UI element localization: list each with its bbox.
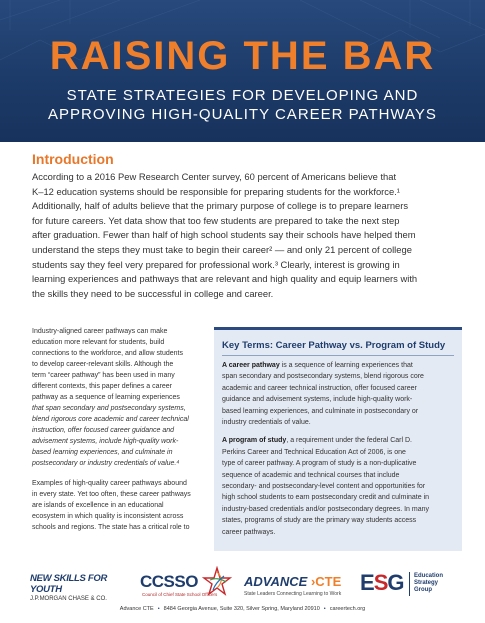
left-line: are islands of excellence in an educational [32, 502, 164, 509]
career-pathway-term: A career pathway [222, 362, 280, 369]
key-terms-line: states, programs of study are the primary way students access [222, 517, 417, 525]
left-line: advisement systems, include high-quality work- [32, 438, 179, 445]
key-terms-title: Key Terms: Career Pathway vs. Program of Study [222, 340, 446, 351]
key-terms-line: career pathways. [222, 528, 276, 536]
esg-letters [360, 570, 404, 596]
key-terms-line: academic and career technical instruction, offer focused career [222, 384, 417, 392]
key-terms-line: industry credentials of value. [222, 419, 311, 427]
left-line: instruction, offer focused career guidance and [32, 427, 175, 434]
key-terms-line: span secondary and postsecondary systems, blend rigorous core [222, 373, 424, 381]
esg-letter-s: S [373, 570, 388, 595]
intro-line: students say they feel very prepared for professional work.³ Clearly, interest is growing in [32, 258, 400, 270]
esg-name [414, 573, 443, 594]
advance-cte-logo [244, 574, 348, 597]
left-column-text [32, 326, 204, 533]
left-line: Examples of high-quality career pathways abound [32, 480, 187, 487]
ccsso-tagline: Council of Chief State School Officers [142, 592, 218, 597]
key-terms-line: high school students to earn postsecondary credit and culminate in [222, 494, 430, 502]
key-terms-line: industry-based credentials and/or postsecondary degrees. In many [222, 505, 430, 513]
key-terms-divider [222, 355, 454, 356]
esg-letter-e: E [360, 570, 374, 595]
subtitle-line-1: STATE STRATEGIES FOR DEVELOPING AND [66, 87, 419, 104]
left-line: postsecondary or industry credentials of value.⁴ [32, 460, 180, 467]
footer-address: 8484 Georgia Avenue, Suite 320, Silver Spring, Maryland 20910 [163, 606, 320, 612]
key-terms-text: , a requirement under the federal Carl D. [286, 437, 412, 445]
esg-line: Strategy [414, 580, 439, 586]
footer-url[interactable]: careertech.org [329, 606, 366, 612]
nsy-name: NEW SKILLS FOR YOUTH [30, 573, 108, 595]
key-terms-line: secondary- and postsecondary-level content and opportunities for [222, 483, 426, 491]
key-terms-box [214, 327, 462, 551]
program-of-study-definition [222, 435, 458, 538]
chevron-right-icon: › [310, 574, 316, 589]
advance-cte-name [244, 574, 348, 589]
subtitle-line-2: APPROVING HIGH-QUALITY CAREER PATHWAYS [48, 106, 437, 123]
new-skills-for-youth-logo [30, 573, 130, 602]
intro-line: understand the steps they must take to begin their career² — and only 21 percent of college [32, 243, 412, 255]
cte-word: CTE [315, 574, 342, 589]
left-line: term “career pathway” has been used in many [32, 372, 175, 379]
left-line: to develop career-relevant skills. Although the [32, 361, 174, 368]
intro-line: According to a 2016 Pew Research Center survey, 60 percent of Americans believe that [32, 171, 397, 182]
key-terms-line [222, 360, 458, 371]
nsy-sponsor: J.P.MORGAN CHASE & CO. [30, 596, 107, 602]
program-of-study-term: A program of study [222, 437, 287, 445]
left-line: education more relevant for students, build [32, 339, 165, 346]
key-terms-line: sequence of academic and technical courses that include [222, 471, 400, 479]
intro-line: K–12 education systems should be responsible for preparing students for the workforce.¹ [32, 185, 400, 197]
esg-line: Education [414, 573, 444, 579]
key-terms-body [222, 360, 458, 538]
key-terms-line: based learning experiences, and culminate in postsecondary or [222, 407, 419, 415]
left-paragraph-2 [32, 478, 204, 533]
left-paragraph-1 [32, 326, 204, 469]
left-line: that span secondary and postsecondary systems, [32, 405, 186, 412]
introduction-paragraph [32, 170, 460, 301]
footer-org: Advance CTE [119, 606, 154, 612]
star-icon [202, 566, 232, 596]
left-line: connections to the workforce, and allow students [32, 350, 183, 357]
intro-line: after graduation. Fewer than half of high school students say their schools have helped them [32, 229, 416, 241]
key-terms-text: is a sequence of learning experiences that [279, 362, 413, 369]
key-terms-line: Perkins Career and Technical Education Act of 2006, is one [222, 448, 406, 456]
left-line: based learning experiences, and culminate in [32, 449, 173, 456]
intro-line: learning experiences and pathways that are relevant and high quality and equip learners with [32, 273, 418, 285]
esg-line: Group [414, 587, 432, 593]
key-terms-line: type of career pathway. A program of study is a non-duplicative [222, 460, 417, 468]
footer-separator: • [323, 606, 326, 612]
introduction-heading: Introduction [32, 151, 114, 167]
key-terms-line [222, 435, 458, 446]
ccsso-logo [140, 566, 234, 602]
esg-letter-g: G [387, 570, 404, 595]
intro-line: for future careers. Yet data show that too few students are prepared to take the next step [32, 214, 400, 226]
advance-cte-tagline: State Leaders Connecting Learning to Work [244, 591, 342, 597]
header-banner [0, 0, 485, 142]
left-line: schools and regions. The state has a critical role to [32, 524, 190, 531]
footer-separator: • [157, 606, 160, 612]
intro-line: the skills they need to be successful in college and career. [32, 287, 274, 299]
left-line: different contexts, this paper defines a career [32, 383, 172, 390]
ccsso-name: CCSSO [140, 572, 198, 591]
document-title: RAISING THE BAR [49, 34, 436, 78]
document-subtitle [0, 86, 485, 124]
left-line: Industry-aligned career pathways can make [32, 328, 168, 335]
left-line: pathway as a sequence of learning experiences [32, 394, 180, 401]
left-line: in every state. Yet too often, these career pathways [32, 491, 191, 498]
left-line: blend rigorous core academic and career technical [32, 416, 189, 423]
advance-word: ADVANCE [244, 574, 308, 589]
career-pathway-definition [222, 360, 458, 428]
partner-logos [0, 566, 485, 604]
footer [0, 606, 485, 612]
esg-divider [409, 572, 410, 596]
key-terms-line: guidance and advisement systems, include high-quality work- [222, 396, 413, 404]
left-line: ecosystem in which quality is inconsistent across [32, 513, 184, 520]
esg-logo [360, 570, 460, 600]
intro-line: Additionally, half of adults believe that the primary purpose of college is to prepare learners [32, 200, 409, 212]
